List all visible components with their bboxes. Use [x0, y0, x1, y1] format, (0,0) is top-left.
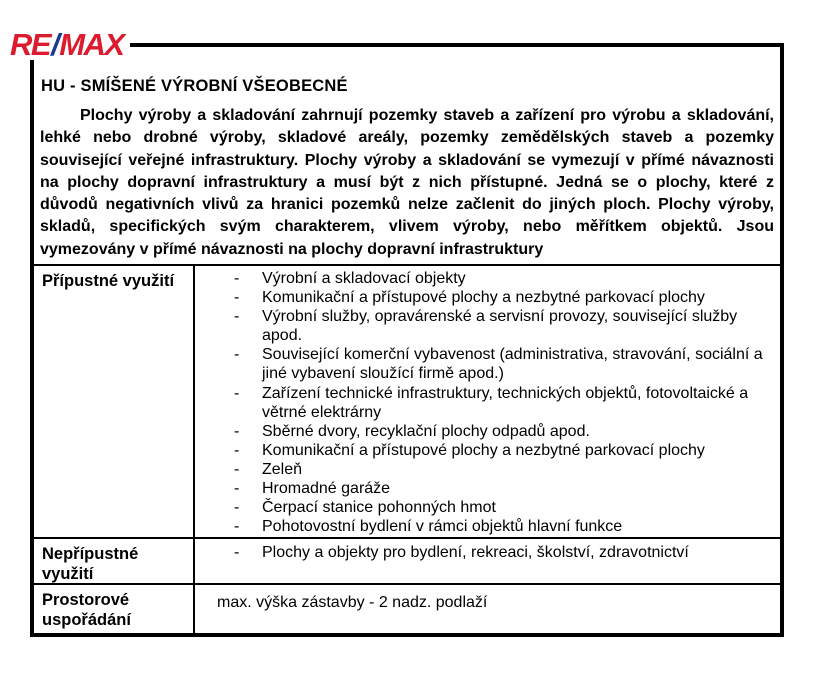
- remax-logo-max-text: MAX: [59, 27, 124, 62]
- bullet-dash: -: [234, 346, 240, 364]
- list-item: - Hromadné garáže: [234, 480, 391, 498]
- remax-logo-slash-icon: /: [51, 27, 59, 62]
- bullet-dash: -: [234, 422, 240, 440]
- bullet-dash: -: [234, 270, 240, 287]
- remax-logo-re-text: RE: [10, 27, 51, 62]
- list-item: - Sběrné dvory, recyklační plochy odpadů apod.: [234, 422, 590, 440]
- content-frame: [30, 43, 784, 637]
- list-item: - Výrobní a skladovací objekty: [234, 270, 466, 287]
- list-item: - Zařízení technické infrastruktury, technických objektů, fotovoltaické a větrné elektrárny: [234, 384, 749, 421]
- row-label-impermissible: Nepřípustné využití: [34, 537, 195, 583]
- row-label-permissible: Přípustné využití: [34, 266, 195, 537]
- bullet-dash: -: [234, 518, 240, 536]
- list-item: - Komunikační a přístupové plochy a nezbytné parkovací plochy: [234, 289, 705, 307]
- bullet-dash: -: [234, 441, 240, 459]
- row-label-spatial: Prostorové uspořádání: [34, 583, 195, 633]
- bullet-dash: -: [234, 384, 240, 402]
- row-content-spatial: max. výška zástavby - 2 nadz. podlaží: [195, 583, 780, 633]
- zoning-table: [34, 264, 780, 633]
- row-content-permissible: [195, 266, 780, 537]
- row-content-impermissible: [195, 537, 780, 583]
- list-item: - Výrobní služby, opravárenské a servisní provozy, související služby apod.: [234, 308, 738, 345]
- bullet-dash: -: [234, 460, 240, 478]
- section-heading: HU - SMÍŠENÉ VÝROBNÍ VŠEOBECNÉ: [41, 77, 348, 95]
- list-item: - Související komerční vybavenost (administrativa, stravování, sociální a jiné vybavení sloužící firmě apod.): [234, 346, 763, 383]
- list-item: - Pohotovostní bydlení v rámci objektů hlavní funkce: [234, 518, 623, 536]
- bullet-dash: -: [234, 289, 240, 307]
- remax-logo: [8, 29, 130, 60]
- list-item: - Zeleň: [234, 460, 303, 478]
- bullet-dash: -: [234, 308, 240, 326]
- intro-paragraph: Plochy výroby a skladování zahrnují pozemky staveb a zařízení pro výrobu a skladování, lehké nebo drobné výroby, skladové areály, pozemky zemědělských staveb a pozemky související veřejné infrastruktury. Plochy výroby a skladování se vymezují v přímé návaznosti na plochy dopravní infrastruktury a musí být z nich přístupné. Jedná se o plochy, které z důvodů negativních vlivů za hranici pozemků nelze začlenit do jiných ploch. Plochy výroby, skladů, specifických svým charakterem, vlivem výroby, nebo měřítkem objektů. Jsou vymezovány v přímé návaznosti na plochy dopravní infrastruktury: [40, 107, 774, 258]
- list-item: - Čerpací stanice pohonných hmot: [234, 499, 496, 517]
- bullet-dash: -: [234, 499, 240, 517]
- bullet-dash: -: [234, 480, 240, 498]
- list-item: - Komunikační a přístupové plochy a nezbytné parkovací plochy: [234, 441, 705, 459]
- list-item: - Plochy a objekty pro bydlení, rekreaci, školství, zdravotnictví: [234, 544, 689, 561]
- bullet-dash: -: [234, 544, 240, 561]
